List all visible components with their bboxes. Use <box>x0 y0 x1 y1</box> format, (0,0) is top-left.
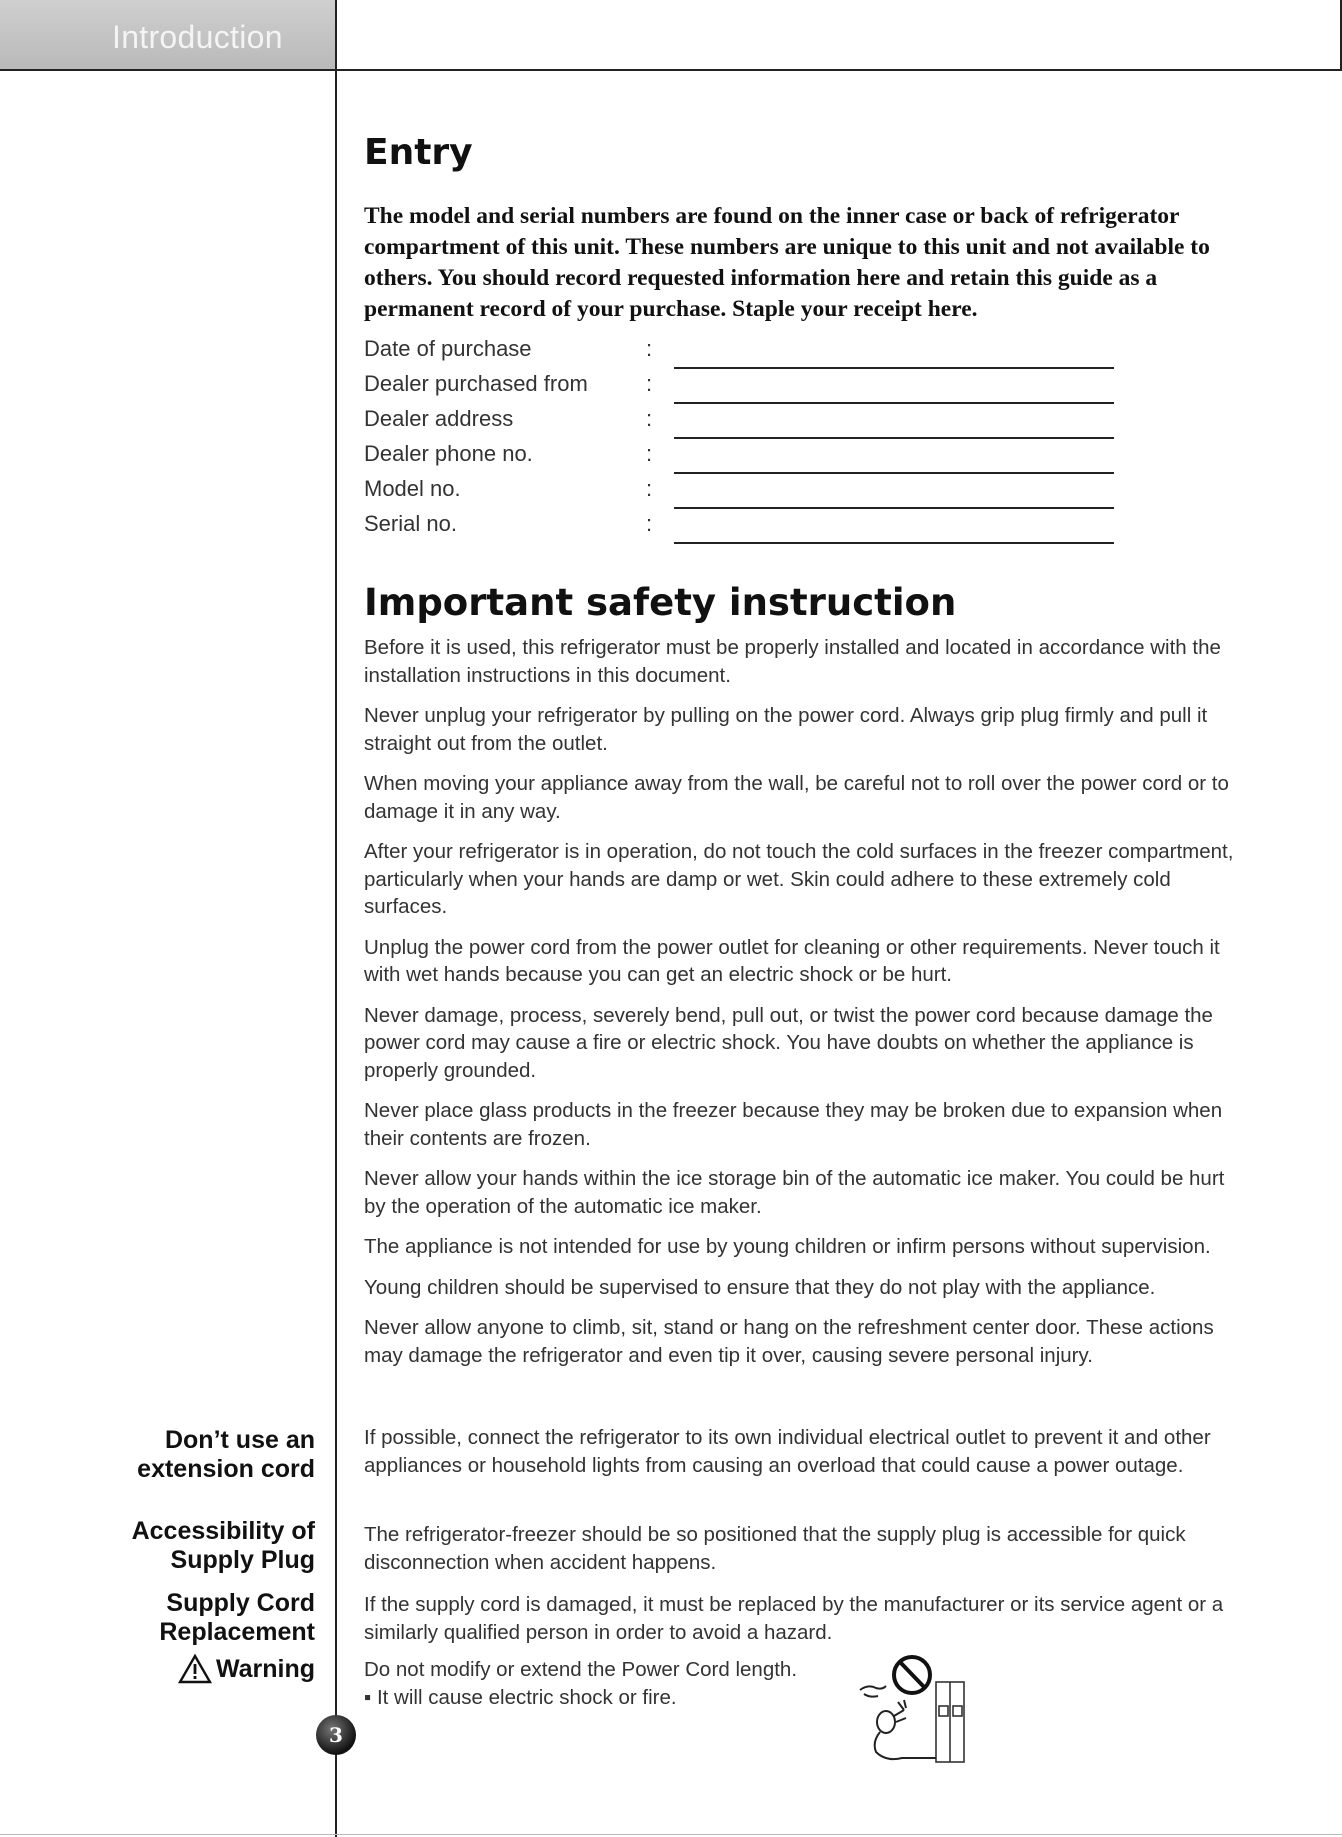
record-colon: : <box>646 441 653 466</box>
side-heading-line: Supply Cord <box>166 1589 315 1617</box>
record-blank-line <box>674 402 1114 404</box>
safety-paragraph: Never unplug your refrigerator by pulling on the power cord. Always grip plug firmly and pull it straight out from the outlet. <box>364 704 1208 755</box>
margin-rule <box>335 0 337 1837</box>
no-extension-cord-illustration <box>856 1650 992 1766</box>
side-heading-cord-replacement <box>159 1589 315 1647</box>
record-colon: : <box>646 406 653 431</box>
safety-paragraph: The appliance is not intended for use by young children or infirm persons without supervision. <box>364 1235 1211 1258</box>
side-heading-extension-cord <box>137 1426 315 1484</box>
record-label: Dealer purchased from <box>364 371 588 396</box>
hand-plug-icon <box>860 1686 936 1759</box>
safety-title: Important safety instruction <box>364 581 957 624</box>
side-heading-warning <box>178 1654 315 1684</box>
warning-text <box>364 1656 1244 1711</box>
purchase-record-form <box>364 336 1244 546</box>
safety-paragraph: Before it is used, this refrigerator must be properly installed and located in accordance with the installation instructions in this document. <box>364 636 1221 687</box>
record-label: Model no. <box>364 476 461 501</box>
record-row-phone <box>364 441 1244 476</box>
record-blank-line <box>674 507 1114 509</box>
safety-paragraph: Never allow your hands within the ice storage bin of the automatic ice maker. You could be hurt by the operation of the automatic ice maker. <box>364 1167 1225 1218</box>
prohibition-icon <box>894 1657 930 1693</box>
footer-rule <box>0 1834 1342 1835</box>
section-tab-introduction: Introduction <box>0 0 336 70</box>
record-label: Date of purchase <box>364 336 532 361</box>
safety-paragraph: After your refrigerator is in operation, do not touch the cold surfaces in the freezer compartment, particularly when your hands are damp or wet. Skin could adhere to these extremely cold surfaces. <box>364 840 1234 918</box>
warning-line: Do not modify or extend the Power Cord length. <box>364 1658 798 1681</box>
side-heading-line: Supply Plug <box>170 1546 315 1574</box>
refrigerator-icon <box>936 1682 964 1762</box>
side-heading-line: extension cord <box>137 1455 315 1483</box>
page-number-badge: 3 <box>316 1715 356 1755</box>
safety-paragraphs <box>364 634 1244 1382</box>
warning-bullet: ▪ It will cause electric shock or fire. <box>364 1685 677 1709</box>
record-blank-line <box>674 542 1114 544</box>
side-heading-line: Don’t use an <box>164 1426 315 1454</box>
record-colon: : <box>646 336 653 361</box>
record-row-address <box>364 406 1244 441</box>
safety-paragraph: Never place glass products in the freezer because they may be broken due to expansion when their contents are frozen. <box>364 1099 1223 1150</box>
safety-paragraph: Young children should be supervised to ensure that they do not play with the appliance. <box>364 1275 1156 1299</box>
side-heading-line: Warning <box>215 1654 315 1683</box>
accessibility-text: The refrigerator-freezer should be so positioned that the supply plug is accessible for quick disconnection when accident happens. <box>364 1523 1186 1574</box>
record-row-serial <box>364 511 1244 546</box>
extension-cord-text: If possible, connect the refrigerator to its own individual electrical outlet to prevent it and other appliances or household lights from causing an overload that could cause a power outage. <box>364 1426 1211 1477</box>
side-heading-line: Replacement <box>159 1618 315 1646</box>
warning-triangle-icon <box>178 1654 212 1684</box>
side-heading-line: Accessibility of <box>131 1517 315 1545</box>
record-row-date <box>364 336 1244 371</box>
record-label: Serial no. <box>364 511 457 536</box>
record-blank-line <box>674 437 1114 439</box>
record-label: Dealer address <box>364 406 514 431</box>
entry-intro: The model and serial numbers are found on the inner case or back of refrigerator compartment of this unit. These numbers are unique to this unit and not available to others. You should record requested information here and retain this guide as a permanent record of your purchase. Staple your receipt here. <box>364 203 1210 322</box>
record-label: Dealer phone no. <box>364 441 533 466</box>
record-row-dealer <box>364 371 1244 406</box>
record-colon: : <box>646 371 653 396</box>
side-heading-accessibility <box>132 1517 315 1575</box>
record-blank-line <box>674 472 1114 474</box>
safety-paragraph: Never damage, process, severely bend, pull out, or twist the power cord because damage the power cord may cause a fire or electric shock. You have doubts on whether the appliance is properly grounded. <box>364 1003 1213 1082</box>
cord-replacement-text: If the supply cord is damaged, it must be replaced by the manufacturer or its service agent or a similarly qualified person in order to avoid a hazard. <box>364 1593 1224 1644</box>
record-blank-line <box>674 367 1114 369</box>
entry-title: Entry <box>364 132 473 173</box>
safety-paragraph: When moving your appliance away from the wall, be careful not to roll over the power cord or to damage it in any way. <box>364 772 1229 823</box>
record-colon: : <box>646 511 653 536</box>
safety-paragraph: Unplug the power cord from the power outlet for cleaning or other requirements. Never touch it with wet hands because you can get an electric shock or be hurt. <box>364 935 1220 986</box>
record-colon: : <box>646 476 653 501</box>
record-row-model <box>364 476 1244 511</box>
header-rule <box>0 69 1342 71</box>
safety-paragraph: Never allow anyone to climb, sit, stand or hang on the refreshment center door. These actions may damage the refrigerator and even tip it over, causing severe personal injury. <box>364 1316 1214 1367</box>
